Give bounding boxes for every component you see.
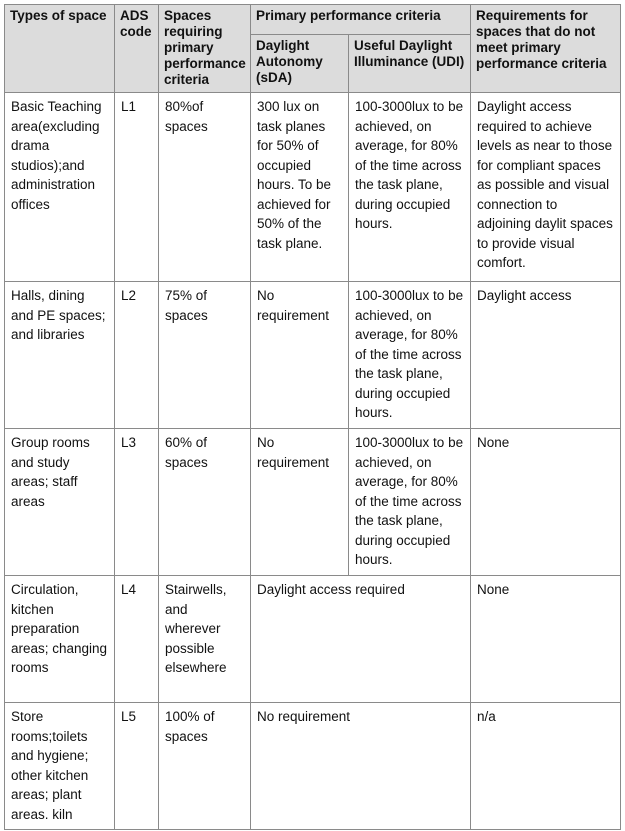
cell-code: L3 [115,429,159,576]
cell-spaces: 75% of spaces [159,282,251,429]
cell-type: Basic Teaching area(excluding drama studios);and administration offices [5,93,115,282]
cell-type: Circulation, kitchen preparation areas; changing rooms [5,576,115,703]
cell-requirements: None [471,429,621,576]
header-sda: Daylight Autonomy (sDA) [251,35,349,93]
header-requirements: Requirements for spaces that do not meet primary performance criteria [471,5,621,93]
header-udi: Useful Daylight Illuminance (UDI) [349,35,471,93]
cell-type: Store rooms;toilets and hygiene; other kitchen areas; plant areas. kiln [5,703,115,830]
cell-spaces: 100% of spaces [159,703,251,830]
cell-requirements: Daylight access [471,282,621,429]
cell-requirements: None [471,576,621,703]
cell-type: Halls, dining and PE spaces; and libraries [5,282,115,429]
cell-primary-criteria-merged: Daylight access required [251,576,471,703]
table-row-l2 [5,282,621,429]
ads-requirements-table [4,4,621,830]
cell-code: L4 [115,576,159,703]
cell-requirements: n/a [471,703,621,830]
cell-spaces: 80%of spaces [159,93,251,282]
cell-code: L5 [115,703,159,830]
cell-udi: 100-3000lux to be achieved, on average, for 80% of the time across the task plane, during occupied hours. [349,93,471,282]
cell-type: Group rooms and study areas; staff areas [5,429,115,576]
cell-code: L2 [115,282,159,429]
cell-requirements: Daylight access required to achieve levels as near to those for compliant spaces as possible and visual connection to adjoining daylit spaces to provide visual comfort. [471,93,621,282]
cell-sda: 300 lux on task planes for 50% of occupied hours. To be achieved for 50% of the task plane. [251,93,349,282]
table-row-l5 [5,703,621,830]
header-types-of-space: Types of space [5,5,115,93]
table-row-l4 [5,576,621,703]
cell-spaces: Stairwells, and wherever possible elsewhere [159,576,251,703]
cell-sda: No requirement [251,429,349,576]
cell-udi: 100-3000lux to be achieved, on average, for 80% of the time across the task plane, during occupied hours. [349,282,471,429]
cell-code: L1 [115,93,159,282]
header-ads-code: ADS code [115,5,159,93]
header-row-1 [5,5,621,35]
header-spaces-requiring: Spaces requiring primary performance criteria [159,5,251,93]
table-row-l1 [5,93,621,282]
header-primary-criteria: Primary performance criteria [251,5,471,35]
cell-primary-criteria-merged: No requirement [251,703,471,830]
cell-sda: No requirement [251,282,349,429]
cell-spaces: 60% of spaces [159,429,251,576]
cell-udi: 100-3000lux to be achieved, on average, for 80% of the time across the task plane, during occupied hours. [349,429,471,576]
table-row-l3 [5,429,621,576]
